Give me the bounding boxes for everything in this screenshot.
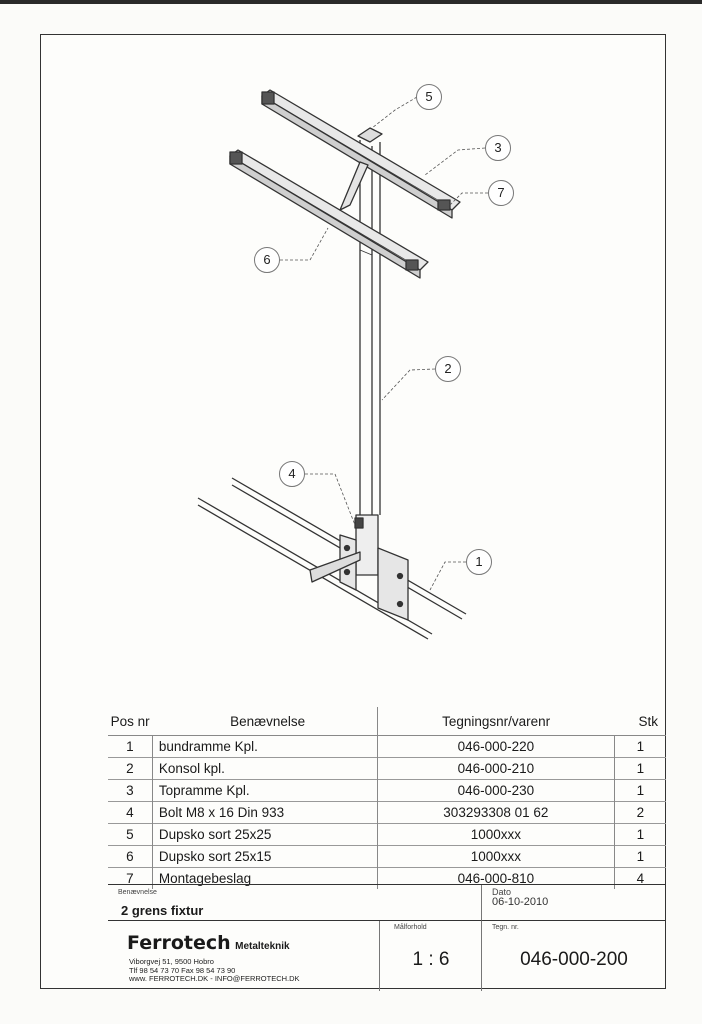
row-qty: 1 [614,846,666,868]
row-qty: 1 [614,736,666,758]
company-name: Ferrotech [127,932,231,954]
row-drawing: 1000xxx [377,846,614,868]
row-qty: 4 [614,868,666,890]
post-upright [358,128,382,520]
callout-2: 2 [435,356,461,382]
drawing-scale: 1 : 6 [412,949,450,970]
row-qty: 1 [614,758,666,780]
row-qty: 2 [614,802,666,824]
header-drawing: Tegningsnr/varenr [377,707,614,736]
company-logo [127,932,290,954]
header-qty: Stk [614,707,666,736]
callout-1: 1 [466,549,492,575]
base-bracket [310,515,408,620]
scale-label: Målforhold [394,924,427,931]
base-rods [198,478,466,639]
callout-5: 5 [416,84,442,110]
row-name: Dupsko sort 25x15 [152,846,377,868]
row-drawing: 046-000-230 [377,780,614,802]
row-drawing: 303293308 01 62 [377,802,614,824]
row-qty: 1 [614,824,666,846]
drawing-number: 046-000-200 [520,949,628,970]
drawing-number-label: Tegn. nr. [492,924,519,931]
row-pos: 6 [108,846,152,868]
row-pos: 1 [108,736,152,758]
company-web: www. FERROTECH.DK - INFO@FERROTECH.DK [129,974,300,983]
company-suffix: Metalteknik [235,941,290,952]
table-row [108,846,666,868]
table-row [108,780,666,802]
row-name: Bolt M8 x 16 Din 933 [152,802,377,824]
company-phone: Tlf 98 54 73 70 Fax 98 54 73 90 [129,965,236,975]
header-name: Benævnelse [152,707,377,736]
row-drawing: 046-000-220 [377,736,614,758]
callout-4: 4 [279,461,305,487]
row-name: Konsol kpl. [152,758,377,780]
drawing-description: 2 grens fixtur [121,903,204,918]
row-name: Topramme Kpl. [152,780,377,802]
drawing-number-cell [482,921,666,991]
row-pos: 3 [108,780,152,802]
row-pos: 5 [108,824,152,846]
table-row [108,824,666,846]
row-drawing: 046-000-810 [377,868,614,890]
company-cell [108,921,380,991]
header-pos: Pos nr [108,707,152,736]
row-pos: 4 [108,802,152,824]
drawing-date: 06-10-2010 [492,896,549,908]
company-address: Viborgvej 51, 9500 Hobro [129,957,214,966]
row-name: Montagebeslag [152,868,377,890]
callout-3: 3 [485,135,511,161]
description-label: Benævnelse [118,889,157,896]
description-cell [108,885,482,921]
row-drawing: 046-000-210 [377,758,614,780]
row-qty: 1 [614,780,666,802]
row-name: Dupsko sort 25x25 [152,824,377,846]
date-label: Dato [492,887,512,897]
title-block [108,884,666,990]
scale-cell [380,921,482,991]
row-pos: 2 [108,758,152,780]
callout-7: 7 [488,180,514,206]
row-drawing: 1000xxx [377,824,614,846]
row-pos: 7 [108,868,152,890]
row-name: bundramme Kpl. [152,736,377,758]
table-row [108,758,666,780]
callout-6: 6 [254,247,280,273]
company-contact [129,958,300,984]
parts-list-table [108,707,666,889]
table-row [108,736,666,758]
parts-list-header [108,707,666,736]
table-row [108,802,666,824]
date-cell [482,885,666,921]
